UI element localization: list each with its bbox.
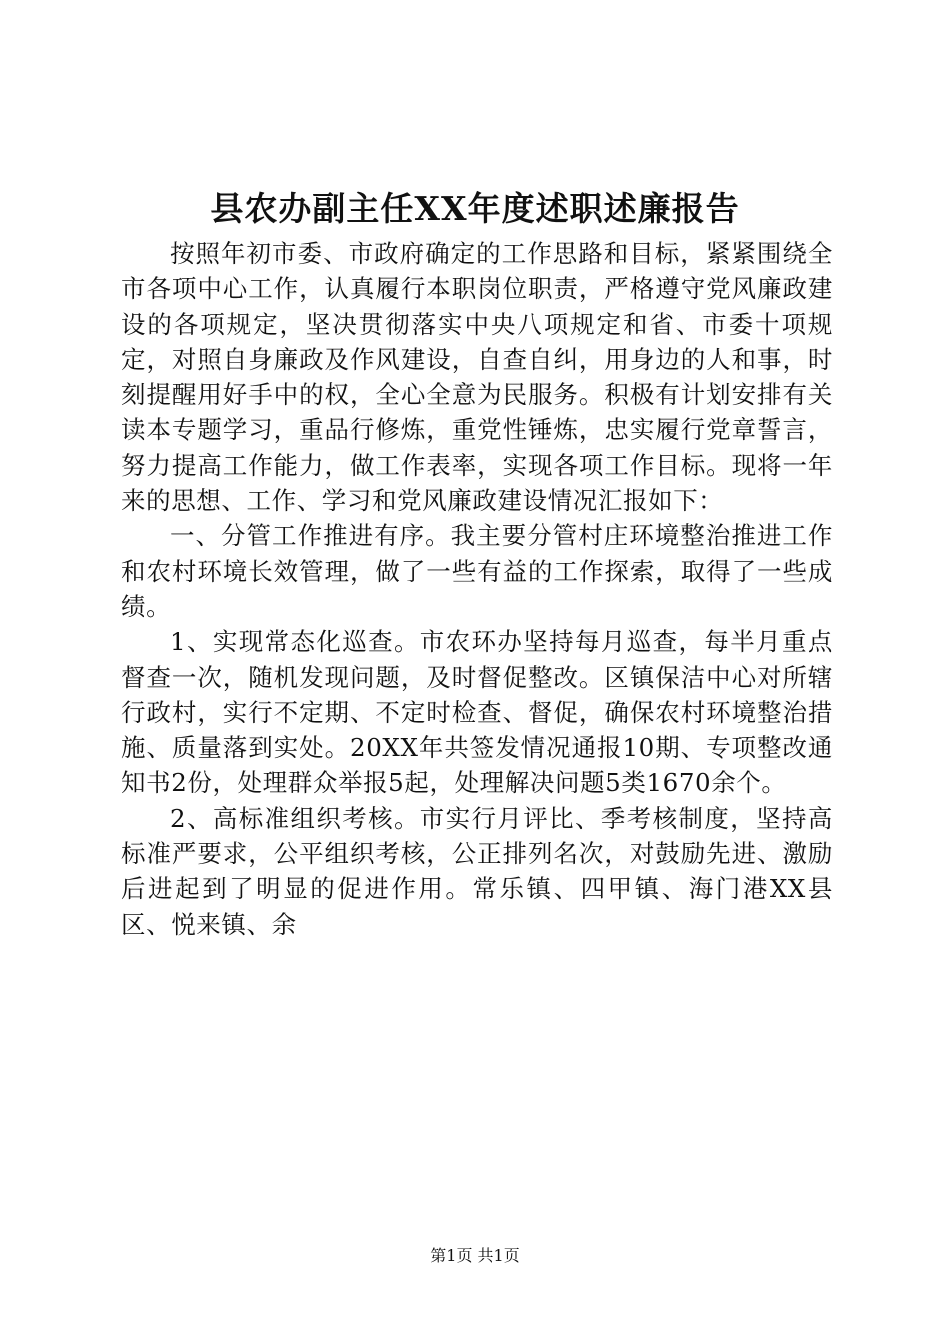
paragraph-section-one: 一、分管工作推进有序。我主要分管村庄环境整治推进工作和农村环境长效管理，做了一些有益的工作探索，取得了一些成绩。 [121,521,833,621]
page-footer: 第1页 共1页 [430,1246,520,1265]
paragraph-item-two: 2、高标准组织考核。市实行月评比、季考核制度，坚持高标准严要求，公平组织考核，公正排列名次，对鼓励先进、激励后进起到了明显的促进作用。常乐镇、四甲镇、海门港XX县区、悦来镇、余 [121,803,833,939]
document-title: 县农办副主任XX年度述职述廉报告 [210,189,740,228]
paragraph-item-one: 1、实现常态化巡查。市农环办坚持每月巡查，每半月重点督查一次，随机发现问题，及时督促整改。区镇保洁中心对所辖行政村，实行不定期、不定时检查、督促，确保农村环境整治措施、质量落到实处。20XX年共签发情况通报10期、专项整改通知书2份，处理群众举报5起，处理解决问题5类1670余个。 [121,627,833,798]
paragraph-intro: 按照年初市委、市政府确定的工作思路和目标，紧紧围绕全市各项中心工作，认真履行本职岗位职责，严格遵守党风廉政建设的各项规定，坚决贯彻落实中央八项规定和省、市委十项规定，对照自身廉政及作风建设，自查自纠，用身边的人和事，时刻提醒用好手中的权，全心全意为民服务。积极有计划安排有关读本专题学习，重品行修炼，重党性锤炼，忠实履行党章誓言，努力提高工作能力，做工作表率，实现各项工作目标。现将一年来的思想、工作、学习和党风廉政建设情况汇报如下： [121,239,833,516]
document-body [121,236,833,942]
